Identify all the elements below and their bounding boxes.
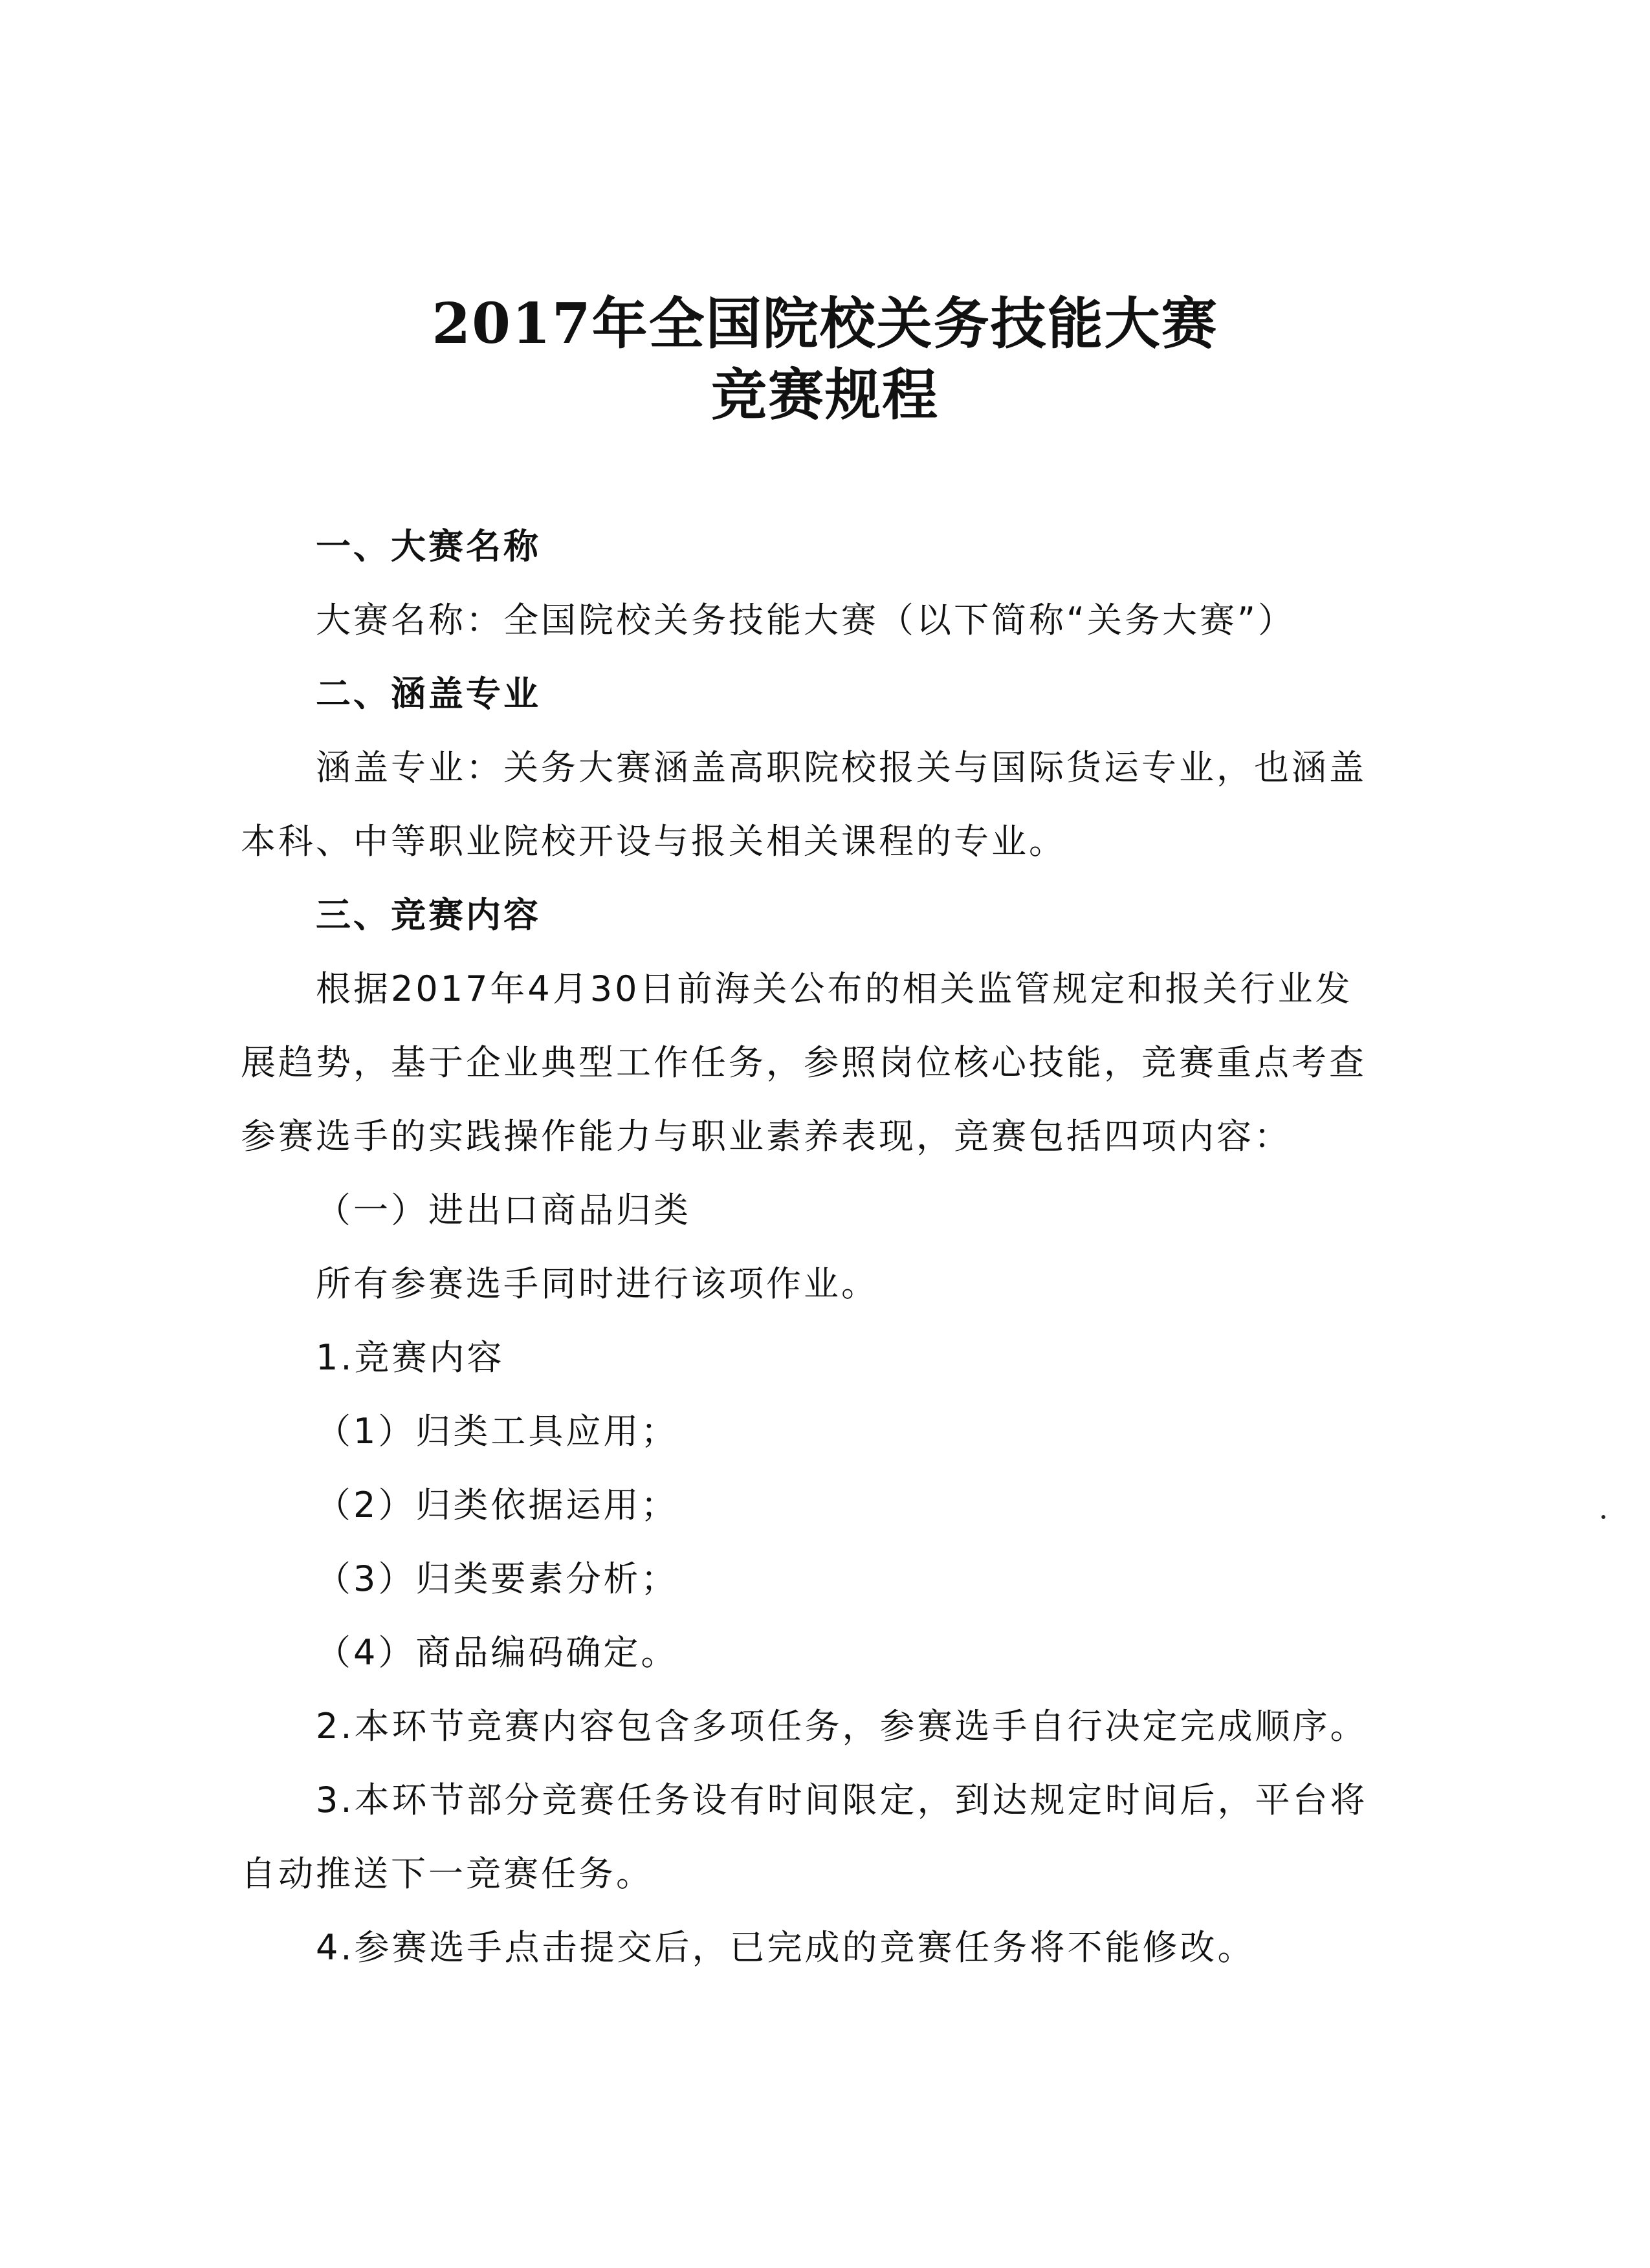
section3-paragraph-line1: 根据2017年4月30日前海关公布的相关监管规定和报关行业发 xyxy=(316,968,1353,1009)
item-3-line2: 自动推送下一竞赛任务。 xyxy=(241,1853,654,1894)
section3-paragraph-line2: 展趋势，基于企业典型工作任务，参照岗位核心技能，竞赛重点考查 xyxy=(241,1042,1367,1083)
subsection1-heading: （一）进出口商品归类 xyxy=(316,1190,691,1230)
section1-text: 大赛名称：全国院校关务技能大赛（以下简称“关务大赛”） xyxy=(316,600,1295,640)
scan-speck xyxy=(1601,1515,1605,1519)
item-2: 2.本环节竞赛内容包含多项任务，参赛选手自行决定完成顺序。 xyxy=(316,1706,1368,1747)
item-1-1: （1）归类工具应用； xyxy=(316,1411,679,1452)
document-title-line2: 竞赛规程 xyxy=(711,362,939,428)
section2-text-line1: 涵盖专业：关务大赛涵盖高职院校报关与国际货运专业，也涵盖 xyxy=(316,747,1367,788)
document-title-line1: 2017年全国院校关务技能大赛 xyxy=(432,291,1218,356)
section3-heading: 三、竞赛内容 xyxy=(316,895,541,935)
item-1-2: （2）归类依据运用； xyxy=(316,1485,679,1525)
item-1-3: （3）归类要素分析； xyxy=(316,1558,679,1599)
section2-heading: 二、涵盖专业 xyxy=(316,673,541,714)
subsection1-text: 所有参赛选手同时进行该项作业。 xyxy=(316,1263,879,1304)
item-4: 4.参赛选手点击提交后，已完成的竞赛任务将不能修改。 xyxy=(316,1927,1255,1968)
item-1-4: （4）商品编码确定。 xyxy=(316,1632,679,1673)
section2-text-line2: 本科、中等职业院校开设与报关相关课程的专业。 xyxy=(241,821,1066,862)
item-1: 1.竞赛内容 xyxy=(316,1337,505,1378)
section1-heading: 一、大赛名称 xyxy=(316,526,541,567)
section3-paragraph-line3: 参赛选手的实践操作能力与职业素养表现，竞赛包括四项内容： xyxy=(241,1116,1292,1157)
item-3-line1: 3.本环节部分竞赛任务设有时间限定，到达规定时间后，平台将 xyxy=(316,1780,1368,1820)
